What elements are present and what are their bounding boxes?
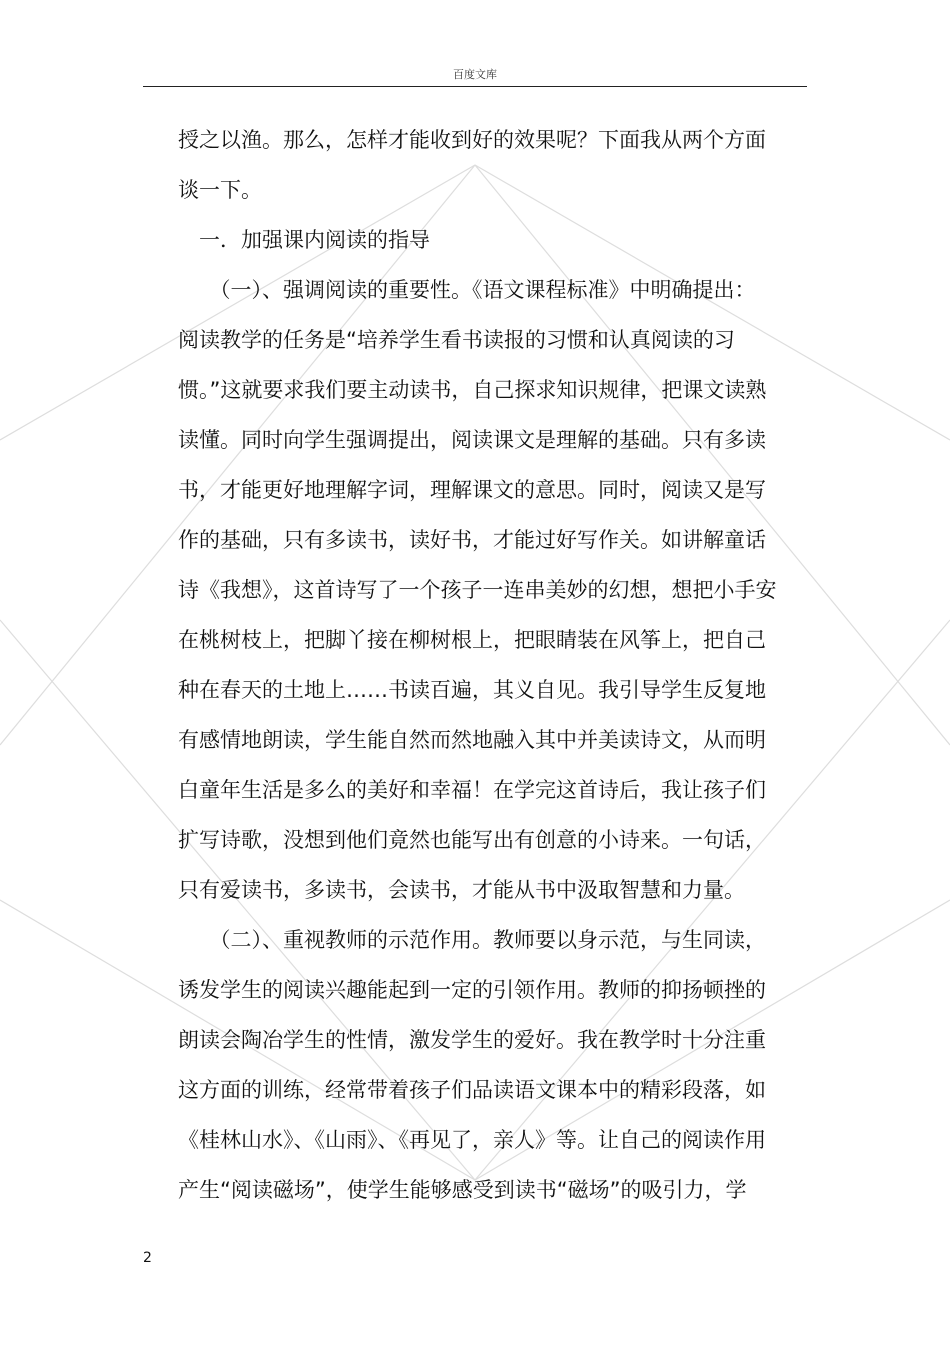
- text-line: （一）、强调阅读的重要性。《语文课程标准》中明确提出：: [178, 278, 756, 302]
- text-line: 书，才能更好地理解字词，理解课文的意思。同时，阅读又是写: [178, 478, 766, 502]
- text-line: 有感情地朗读，学生能自然而然地融入其中并美读诗文，从而明: [178, 728, 766, 752]
- text-line: 朗读会陶冶学生的性情，激发学生的爱好。我在教学时十分注重: [178, 1028, 766, 1052]
- text-line: 阅读教学的任务是“培养学生看书读报的习惯和认真阅读的习: [178, 328, 735, 352]
- text-line: 诱发学生的阅读兴趣能起到一定的引领作用。教师的抑扬顿挫的: [178, 978, 766, 1002]
- text-line: 读懂。同时向学生强调提出，阅读课文是理解的基础。只有多读: [178, 428, 766, 452]
- text-line: 《桂林山水》、《山雨》、《再见了，亲人》等。让自己的阅读作用: [178, 1128, 766, 1152]
- text-line: 作的基础，只有多读书，读好书，才能过好写作关。如讲解童话: [178, 528, 766, 552]
- text-line: 这方面的训练，经常带着孩子们品读语文课本中的精彩段落，如: [178, 1078, 766, 1102]
- text-line: 在桃树枝上，把脚丫接在柳树根上，把眼睛装在风筝上，把自己: [178, 628, 766, 652]
- text-line: （二）、重视教师的示范作用。教师要以身示范，与生同读，: [178, 928, 766, 952]
- header-divider: [143, 86, 807, 87]
- header-title: 百度文库: [453, 68, 497, 81]
- text-line: 扩写诗歌，没想到他们竟然也能写出有创意的小诗来。一句话，: [178, 828, 766, 852]
- text-line: 只有爱读书，多读书，会读书，才能从书中汲取智慧和力量。: [178, 878, 745, 902]
- text-line: 种在春天的土地上……书读百遍，其义自见。我引导学生反复地: [178, 678, 766, 702]
- text-line: 谈一下。: [178, 178, 262, 202]
- text-line: 诗《我想》，这首诗写了一个孩子一连串美妙的幻想，想把小手安: [178, 578, 777, 602]
- text-line: 白童年生活是多么的美好和幸福！在学完这首诗后，我让孩子们: [178, 778, 766, 802]
- text-line: 惯。”这就要求我们要主动读书，自己探求知识规律，把课文读熟: [178, 378, 767, 402]
- text-line: 产生“阅读磁场”，使学生能够感受到读书“磁场”的吸引力，学: [178, 1178, 747, 1202]
- text-line: 授之以渔。那么，怎样才能收到好的效果呢？下面我从两个方面: [178, 128, 766, 152]
- section-heading: 一．加强课内阅读的指导: [178, 228, 430, 252]
- page-number: 2: [143, 1250, 152, 1266]
